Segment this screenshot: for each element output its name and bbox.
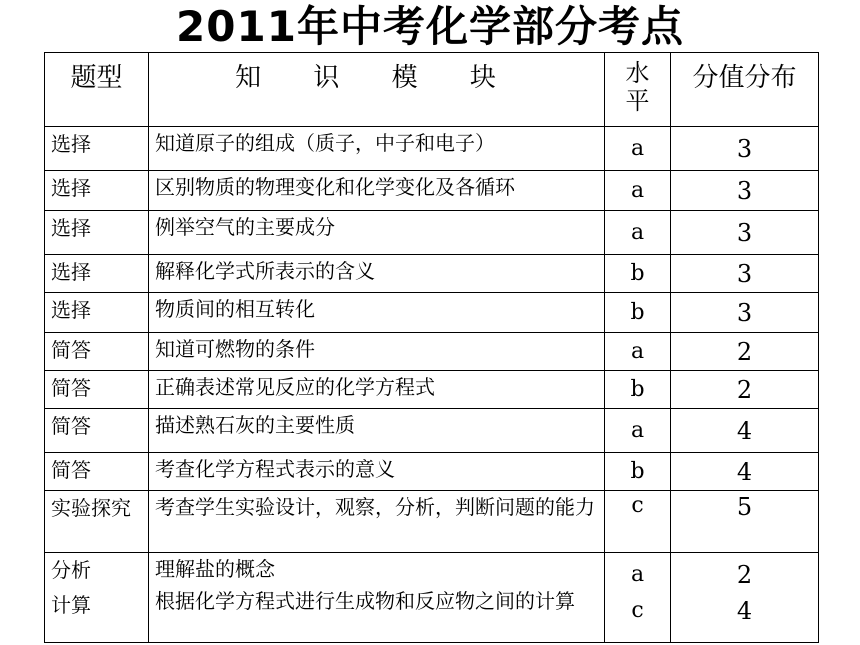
- level-line1: a: [630, 562, 645, 587]
- row-knowledge: 考查学生实验设计，观察，分析，判断问题的能力: [149, 491, 605, 553]
- row-level: a: [605, 211, 671, 255]
- table-row: [45, 333, 819, 371]
- table-row: [45, 371, 819, 409]
- level-line2: c: [631, 598, 644, 623]
- row-score: 3: [671, 211, 819, 255]
- table-row: [45, 453, 819, 491]
- row-level: a: [605, 171, 671, 211]
- header-level-line2: 平: [625, 87, 650, 115]
- row-question-type: 选择: [45, 255, 149, 293]
- row-level: a: [605, 127, 671, 171]
- row-question-type: 选择: [45, 293, 149, 333]
- table-row: [45, 127, 819, 171]
- page-title: 2011年中考化学部分考点: [176, 2, 684, 51]
- row-score: 3: [671, 293, 819, 333]
- table-header-row: [45, 53, 819, 127]
- row-question-type: 简答: [45, 453, 149, 491]
- row-question-type: 简答: [45, 371, 149, 409]
- type-line2: 计算: [51, 593, 91, 617]
- row-level: [605, 553, 671, 643]
- row-question-type: 简答: [45, 409, 149, 453]
- score-line1: 2: [736, 561, 753, 589]
- row-score: 2: [671, 333, 819, 371]
- row-knowledge: 描述熟石灰的主要性质: [149, 409, 605, 453]
- row-score: 3: [671, 171, 819, 211]
- row-knowledge: 例举空气的主要成分: [149, 211, 605, 255]
- table-row: [45, 255, 819, 293]
- row-level: b: [605, 453, 671, 491]
- row-knowledge: [149, 553, 605, 643]
- header-level: [605, 53, 671, 127]
- table-row-merged: [45, 553, 819, 643]
- row-level: a: [605, 333, 671, 371]
- row-knowledge: 物质间的相互转化: [149, 293, 605, 333]
- row-level: b: [605, 255, 671, 293]
- row-score: 5: [671, 491, 819, 553]
- knowledge-line1: 理解盐的概念: [155, 557, 275, 581]
- table-row: [45, 171, 819, 211]
- header-level-line1: 水: [625, 59, 650, 87]
- row-question-type: [45, 553, 149, 643]
- row-score: [671, 553, 819, 643]
- exam-points-table: [44, 52, 819, 643]
- row-knowledge: 知道可燃物的条件: [149, 333, 605, 371]
- row-question-type: 选择: [45, 211, 149, 255]
- row-level: c: [605, 491, 671, 553]
- knowledge-line2: 根据化学方程式进行生成物和反应物之间的计算: [155, 589, 575, 613]
- row-question-type: 选择: [45, 127, 149, 171]
- row-knowledge: 区别物质的物理变化和化学变化及各循环: [149, 171, 605, 211]
- row-score: 4: [671, 409, 819, 453]
- row-level: a: [605, 409, 671, 453]
- row-knowledge: 考查化学方程式表示的意义: [149, 453, 605, 491]
- table-row: [45, 293, 819, 333]
- row-knowledge: 知道原子的组成（质子，中子和电子）: [149, 127, 605, 171]
- table-row: [45, 491, 819, 553]
- row-level: b: [605, 293, 671, 333]
- table-row: [45, 211, 819, 255]
- row-score: 3: [671, 255, 819, 293]
- header-question-type: 题型: [45, 53, 149, 127]
- header-score-distribution: 分值分布: [671, 53, 819, 127]
- row-knowledge: 解释化学式所表示的含义: [149, 255, 605, 293]
- row-question-type: 简答: [45, 333, 149, 371]
- score-line2: 4: [736, 597, 753, 625]
- row-question-type: 实验探究: [45, 491, 149, 553]
- row-knowledge: 正确表述常见反应的化学方程式: [149, 371, 605, 409]
- table-row: [45, 409, 819, 453]
- row-question-type: 选择: [45, 171, 149, 211]
- row-score: 4: [671, 453, 819, 491]
- row-score: 2: [671, 371, 819, 409]
- type-line1: 分析: [51, 558, 91, 582]
- header-knowledge-module: 知 识 模 块: [149, 53, 605, 127]
- row-score: 3: [671, 127, 819, 171]
- row-level: b: [605, 371, 671, 409]
